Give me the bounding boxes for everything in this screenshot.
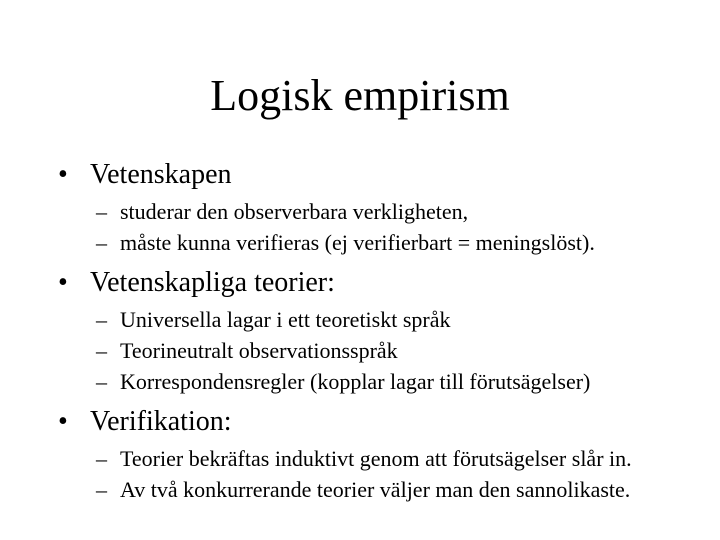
dash-marker-icon: –	[96, 369, 107, 394]
sub-bullet-item	[96, 304, 708, 335]
bullet-text: Verifikation:	[90, 406, 232, 437]
dash-marker-icon: –	[96, 307, 107, 332]
sub-bullet-text: Korrespondensregler (kopplar lagar till förutsägelser)	[120, 369, 591, 394]
bullet-group-verifikation	[58, 405, 708, 505]
bullet-marker-icon: •	[58, 159, 68, 190]
sub-bullet-list	[96, 196, 708, 258]
bullet-text: Vetenskapen	[90, 159, 232, 190]
bullet-item	[58, 158, 708, 192]
sub-bullet-item	[96, 443, 708, 474]
bullet-group-vetenskapen	[58, 158, 708, 258]
sub-bullet-list	[96, 443, 708, 505]
sub-bullet-text: Av två konkurrerande teorier väljer man den sannolikaste.	[120, 477, 631, 502]
sub-bullet-list	[96, 304, 708, 397]
sub-bullet-item	[96, 227, 708, 258]
sub-bullet-text: Teorineutralt observationsspråk	[120, 338, 398, 363]
bullet-text: Vetenskapliga teorier:	[90, 267, 335, 298]
sub-bullet-item	[96, 335, 708, 366]
dash-marker-icon: –	[96, 446, 107, 471]
slide-title: Logisk empirism	[210, 71, 510, 120]
bullet-marker-icon: •	[58, 267, 68, 298]
bullet-marker-icon: •	[58, 406, 68, 437]
sub-bullet-text: måste kunna verifieras (ej verifierbart = meningslöst).	[120, 230, 595, 255]
slide-content	[58, 158, 708, 513]
sub-bullet-item	[96, 196, 708, 227]
dash-marker-icon: –	[96, 199, 107, 224]
sub-bullet-text: studerar den observerbara verkligheten,	[120, 199, 469, 224]
sub-bullet-item	[96, 474, 708, 505]
bullet-group-teorier	[58, 266, 708, 397]
bullet-item	[58, 266, 708, 300]
sub-bullet-text: Universella lagar i ett teoretiskt språk	[120, 307, 451, 332]
bullet-item	[58, 405, 708, 439]
sub-bullet-text: Teorier bekräftas induktivt genom att förutsägelser slår in.	[120, 446, 632, 471]
sub-bullet-item	[96, 366, 708, 397]
dash-marker-icon: –	[96, 338, 107, 363]
dash-marker-icon: –	[96, 230, 107, 255]
dash-marker-icon: –	[96, 477, 107, 502]
